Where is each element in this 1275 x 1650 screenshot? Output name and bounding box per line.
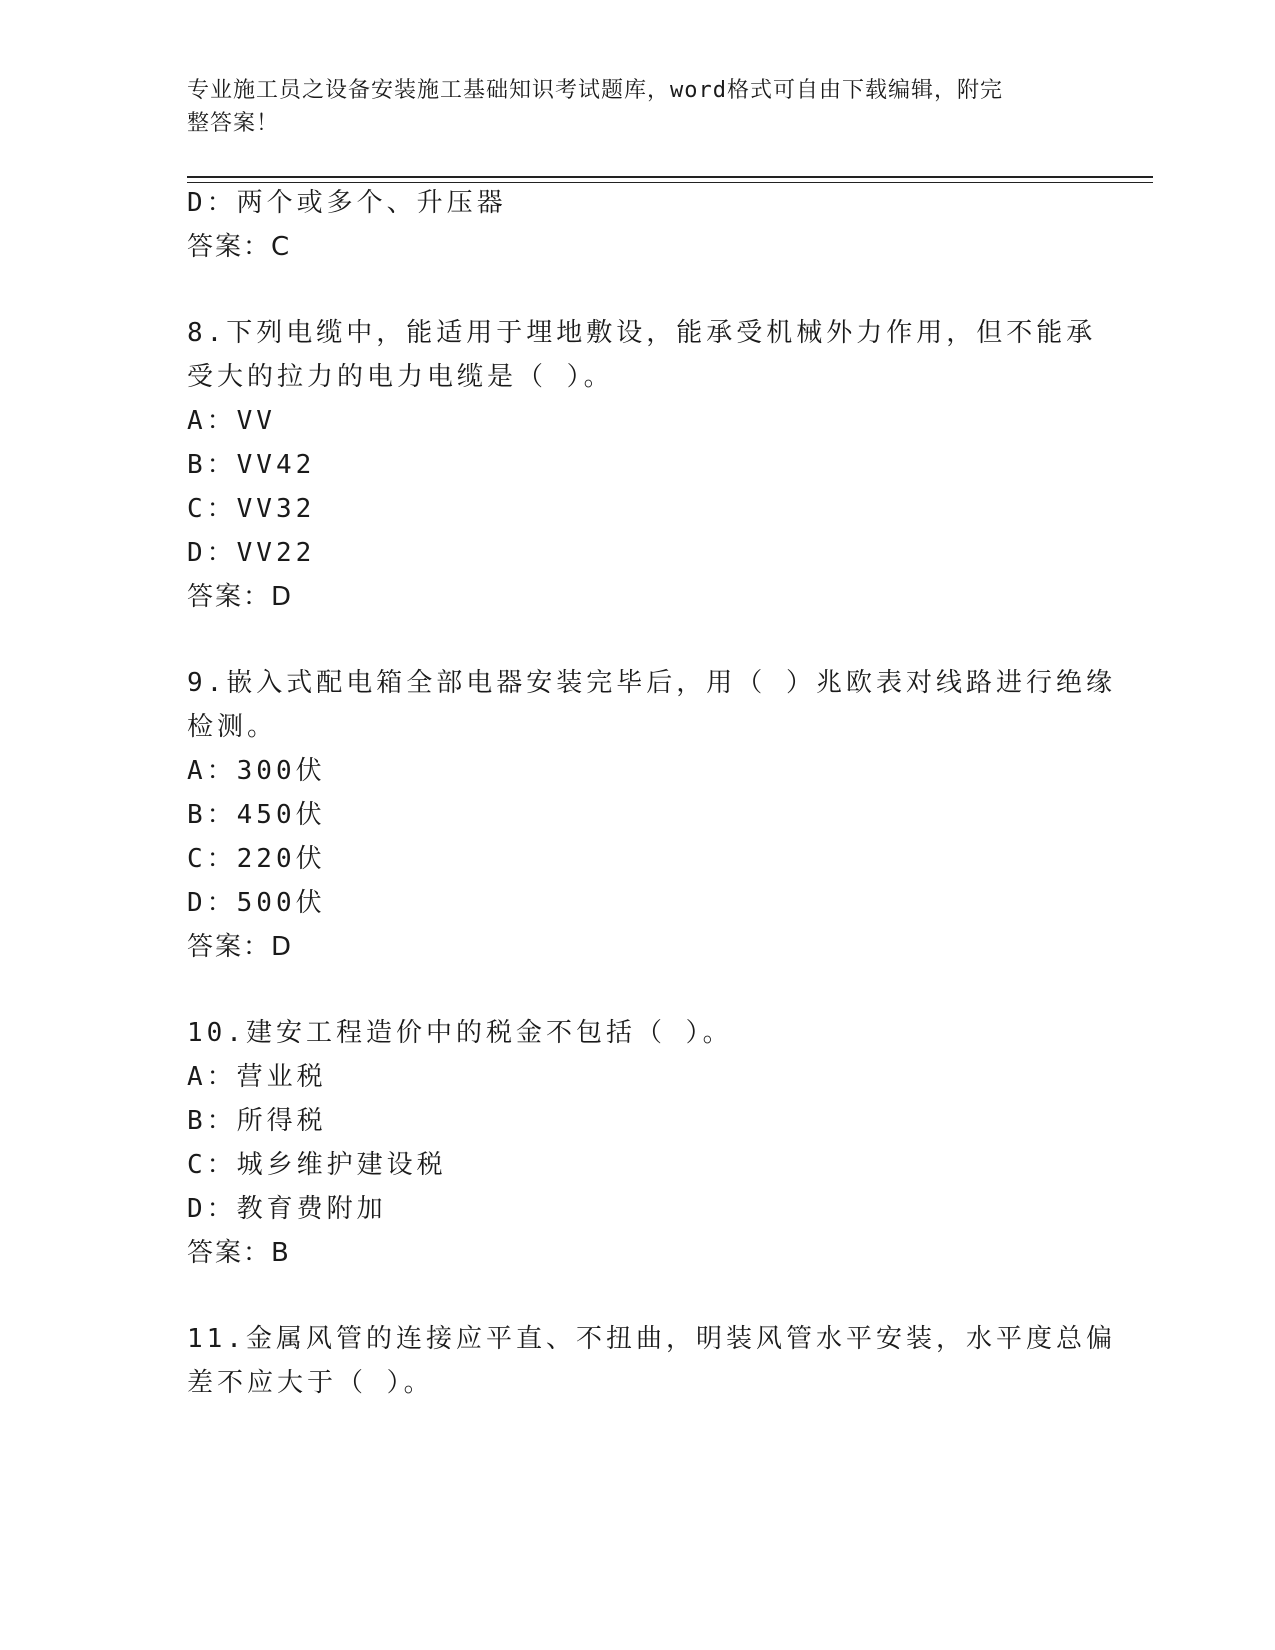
question-8-option-b: B：VV42 (187, 450, 316, 480)
question-11-stem-line1: 11.金属风管的连接应平直、不扭曲，明装风管水平安装，水平度总偏 (187, 1324, 1116, 1354)
question-8-stem-line2: 受大的拉力的电力电缆是（ ）。 (187, 362, 614, 392)
question-10-option-b: B：所得税 (187, 1106, 327, 1136)
question-10-stem-line1: 10.建安工程造价中的税金不包括（ ）。 (187, 1018, 733, 1048)
question-10-answer: 答案：B (187, 1238, 291, 1268)
question-9-option-c: C：220伏 (187, 844, 326, 874)
header-divider-thin (187, 182, 1153, 183)
question-8-option-d: D：VV22 (187, 538, 316, 568)
previous-question-option-d: D：两个或多个、升压器 (187, 188, 507, 218)
question-10-option-c: C：城乡维护建设税 (187, 1150, 447, 1180)
question-8-option-a: A：VV (187, 406, 276, 436)
question-9-option-d: D：500伏 (187, 888, 326, 918)
header-title-line2: 整答案！ (187, 111, 280, 136)
question-9-stem-line2: 检测。 (187, 712, 278, 742)
question-9-option-b: B：450伏 (187, 800, 326, 830)
previous-question-answer: 答案：C (187, 232, 292, 262)
question-11-stem-line2: 差不应大于（ ）。 (187, 1368, 434, 1398)
question-9-option-a: A：300伏 (187, 756, 326, 786)
page-header (187, 74, 1067, 140)
question-10-option-a: A：营业税 (187, 1062, 327, 1092)
question-8-stem-line1: 8.下列电缆中，能适用于埋地敷设，能承受机械外力作用，但不能承 (187, 318, 1097, 348)
question-9-answer: 答案：D (187, 932, 294, 962)
header-title-line1: 专业施工员之设备安装施工基础知识考试题库，word格式可自由下载编辑，附完 (187, 78, 1003, 103)
question-10-option-d: D：教育费附加 (187, 1194, 387, 1224)
question-8-answer: 答案：D (187, 582, 294, 612)
question-9-stem-line1: 9.嵌入式配电箱全部电器安装完毕后，用（ ）兆欧表对线路进行绝缘 (187, 668, 1116, 698)
header-divider-thick (187, 176, 1153, 178)
question-8-option-c: C：VV32 (187, 494, 316, 524)
